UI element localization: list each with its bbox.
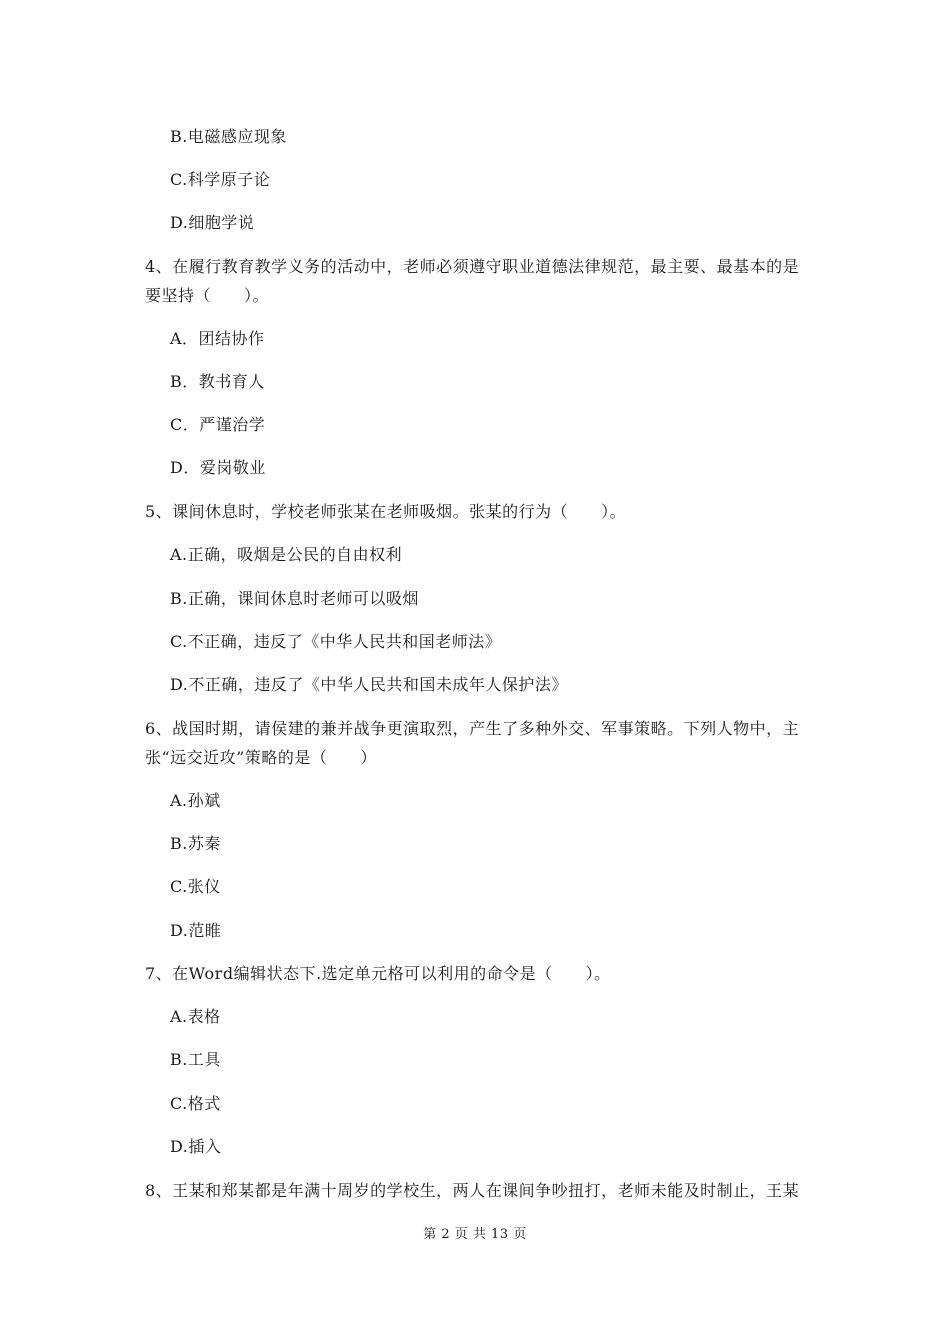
q8-stem-line1: 8、王某和郑某都是年满十周岁的学校生，两人在课间争吵扭打，老师未能及时制止，王某 [145,1181,800,1200]
page-number-footer: 第 2 页 共 13 页 [423,1227,527,1242]
q4-option-a: A．团结协作 [170,329,265,348]
q4-stem-line2: 要坚持（ ）。 [145,286,270,305]
q6-option-d: D.范睢 [170,921,222,940]
q4-stem-line1: 4、在履行教育教学义务的活动中，老师必须遵守职业道德法律规范，最主要、最基本的是 [145,257,800,276]
q5-option-c: C.不正确，违反了《中华人民共和国老师法》 [170,632,502,651]
q5-option-d: D.不正确，违反了《中华人民共和国未成年人保护法》 [170,675,568,694]
q7-option-d: D.插入 [170,1137,222,1156]
q7-option-b: B.工具 [170,1050,221,1069]
q7-option-c: C.格式 [170,1094,221,1113]
q4-option-c: C．严谨治学 [170,415,266,434]
q6-stem-line2: 张“远交近攻”策略的是（ ） [145,748,377,767]
q6-option-a: A.孙斌 [170,791,221,810]
q3-option-b: B.电磁感应现象 [170,127,287,146]
q6-option-c: C.张仪 [170,877,221,896]
q7-stem-line1: 7、在Word编辑状态下.选定单元格可以利用的命令是（ ）。 [145,964,611,983]
q5-option-b: B.正确，课间休息时老师可以吸烟 [170,589,419,608]
q6-option-b: B.苏秦 [170,834,221,853]
q4-option-d: D．爱岗敬业 [170,458,266,477]
q3-option-c: C.科学原子论 [170,170,271,189]
q7-option-a: A.表格 [170,1007,221,1026]
q5-option-a: A.正确，吸烟是公民的自由权利 [170,545,403,564]
q5-stem-line1: 5、课间休息时，学校老师张某在老师吸烟。张某的行为（ ）。 [145,502,627,521]
q6-stem-line1: 6、战国时期，请侯建的兼并战争更演取烈，产生了多种外交、军事策略。下列人物中，主 [145,719,800,738]
q3-option-d: D.细胞学说 [170,213,255,232]
q4-option-b: B．教书育人 [170,372,265,391]
